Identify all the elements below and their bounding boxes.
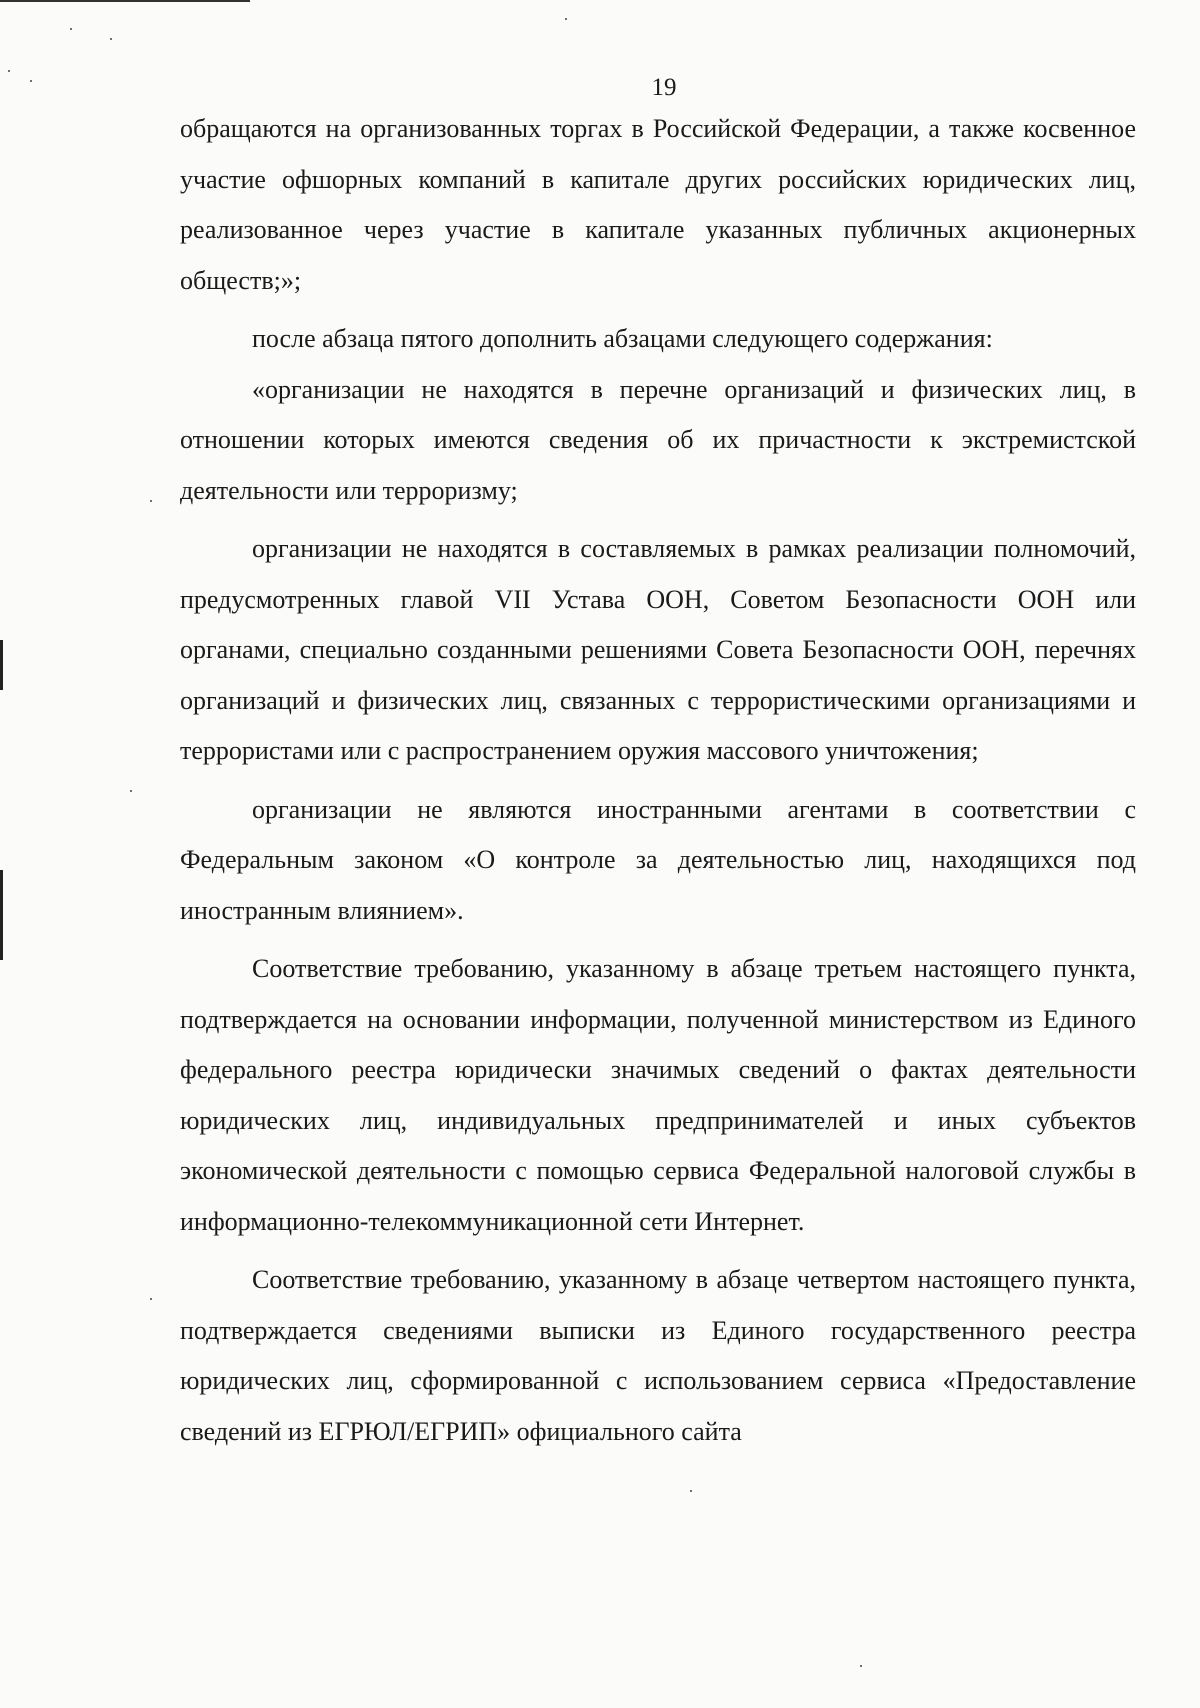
scan-speck: [8, 70, 10, 72]
scan-edge-mark: [0, 870, 3, 960]
scan-edge-mark: [0, 640, 3, 690]
paragraph: Соответствие требованию, указанному в абзаце третьем настоящего пункта, подтверждается на основании информации, полученной министерством из Единого федерального реестра юридически значимых сведений о фактах деятельности юридических лиц, индивидуальных предпринимателей и иных субъектов экономической деятельности с помощью сервиса Федеральной налоговой службы в информационно-телекоммуникационной сети Интернет.: [180, 954, 1136, 1236]
paragraph: организации не находятся в составляемых в рамках реализации полномочий, предусмотренных главой VII Устава ООН, Советом Безопасности ООН или органами, специально созданными решениями Совета Безопасности ООН, перечнях организаций и физических лиц, связанных с террористическими организациями и террористами или с распространением оружия массового уничтожения;: [180, 534, 1136, 765]
scan-speck: [130, 790, 132, 792]
document-body: [180, 104, 1136, 1457]
scan-speck: [70, 28, 72, 30]
paragraph: после абзаца пятого дополнить абзацами следующего содержания:: [252, 324, 993, 353]
page-number: 19: [651, 74, 677, 101]
paragraph: обращаются на организованных торгах в Российской Федерации, а также косвенное участие офшорных компаний в капитале других российских юридических лиц, реализованное через участие в капитале указанных публичных акционерных обществ;»;: [180, 114, 1136, 295]
scan-speck: [150, 500, 152, 502]
paragraph: «организации не находятся в перечне организаций и физических лиц, в отношении которых имеются сведения об их причастности к экстремистской деятельности или терроризму;: [180, 374, 1136, 505]
paragraph: Соответствие требованию, указанному в абзаце четвертом настоящего пункта, подтверждается сведениями выписки из Единого государственного реестра юридических лиц, сформированной с использованием сервиса «Предоставление сведений из ЕГРЮЛ/ЕГРИП» официального сайта: [180, 1265, 1136, 1446]
scan-speck: [860, 1665, 862, 1667]
scan-speck: [150, 1298, 152, 1300]
scan-speck: [30, 80, 32, 82]
paragraph: организации не являются иностранными агентами в соответствии с Федеральным законом «О контроле за деятельностью лиц, находящихся под иностранным влиянием».: [180, 794, 1136, 925]
scan-speck: [690, 1490, 692, 1492]
scan-speck: [110, 38, 112, 40]
scan-speck: [565, 18, 567, 20]
scan-border-line: [0, 0, 250, 2]
